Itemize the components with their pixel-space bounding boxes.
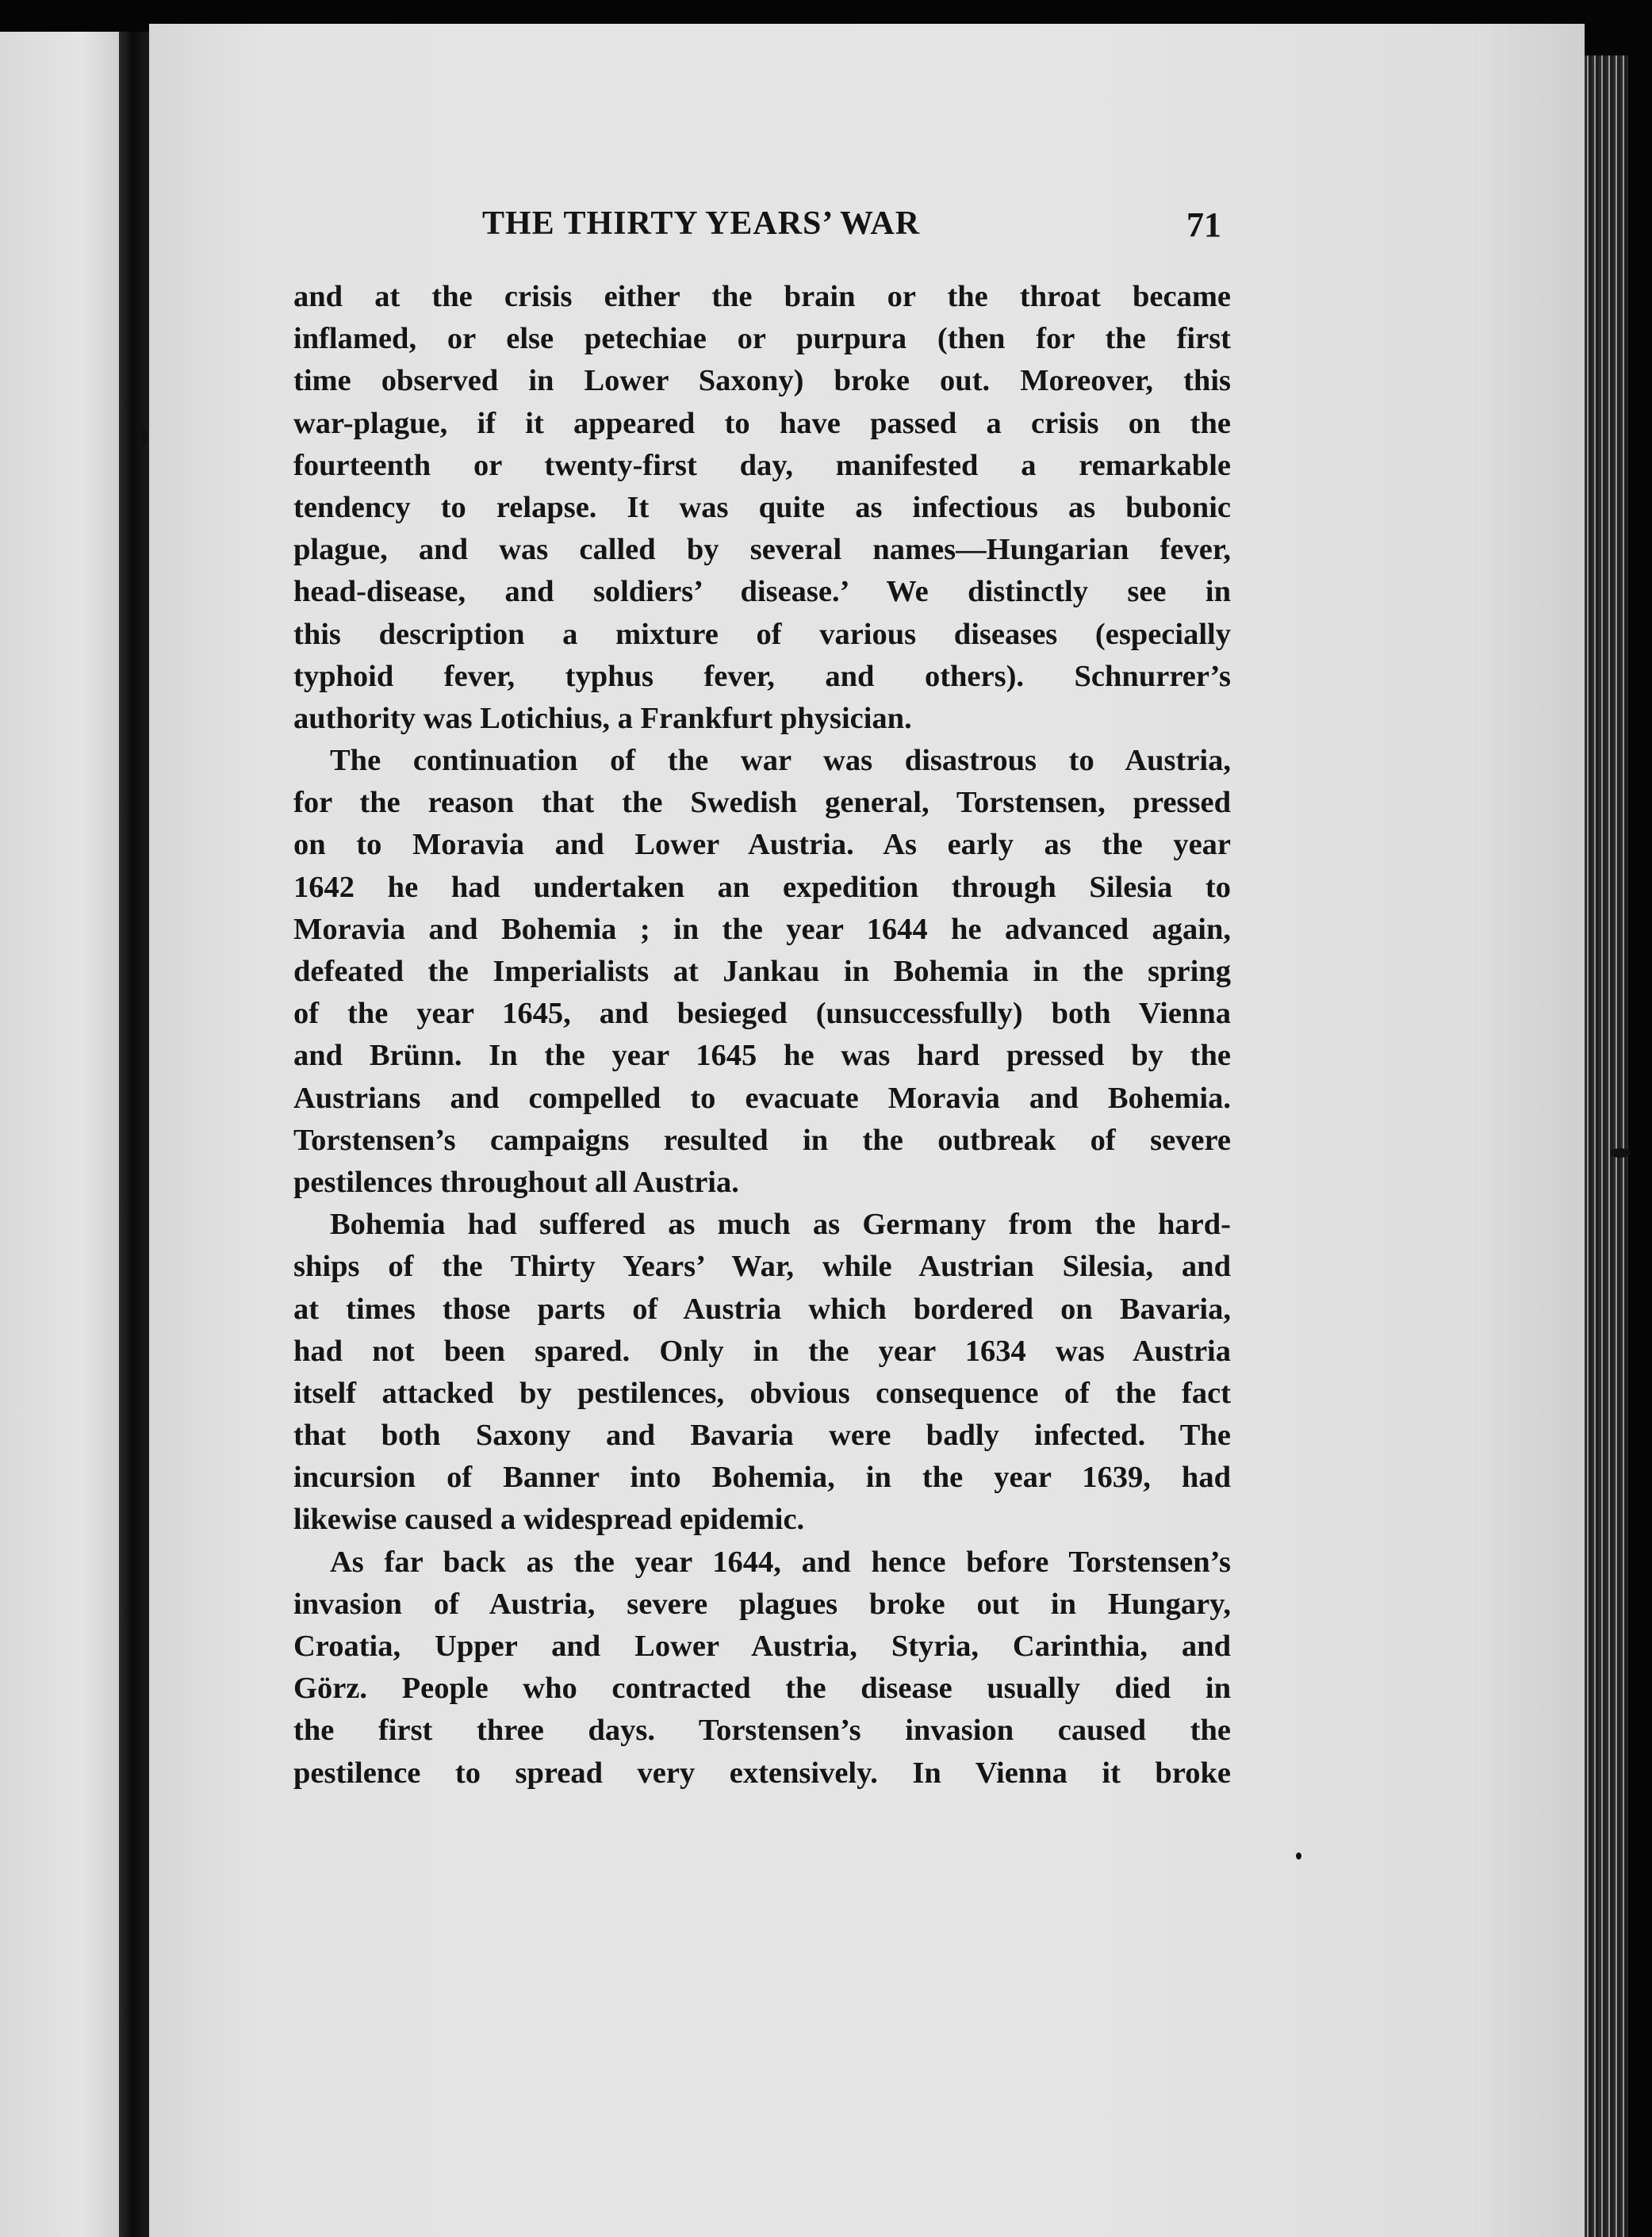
text-line: fourteenth or twenty-first day, manifested a remarkable xyxy=(293,448,1231,482)
page-edges xyxy=(1585,56,1628,2237)
text-line: Croatia, Upper and Lower Austria, Styria, Carinthia, and xyxy=(293,1630,1231,1663)
running-head xyxy=(286,205,1221,252)
text-line: likewise caused a widespread epidemic. xyxy=(293,1503,805,1537)
ink-speck xyxy=(1610,1148,1631,1158)
text-line: 1642 he had undertaken an expedition through Silesia to xyxy=(293,870,1231,904)
text-line: and at the crisis either the brain or the throat became xyxy=(293,280,1231,313)
text-line: that both Saxony and Bavaria were badly infected. The xyxy=(293,1419,1231,1453)
text-line: had not been spared. Only in the year 1634 was Austria xyxy=(293,1334,1231,1368)
text-line: itself attacked by pestilences, obvious consequence of the fact xyxy=(293,1376,1231,1410)
text-line: of the year 1645, and besieged (unsuccessfully) both Vienna xyxy=(293,997,1231,1031)
text-line: The continuation of the war was disastrous to Austria, xyxy=(330,744,1231,778)
text-line: time observed in Lower Saxony) broke out. Moreover, this xyxy=(293,364,1231,398)
text-line: Austrians and compelled to evacuate Moravia and Bohemia. xyxy=(293,1081,1231,1115)
text-line: Bohemia had suffered as much as Germany from the hard- xyxy=(330,1208,1231,1242)
text-line: plague, and was called by several names—Hungarian fever, xyxy=(293,533,1231,567)
text-line: Moravia and Bohemia ; in the year 1644 he advanced again, xyxy=(293,912,1231,946)
text-line: Torstensen’s campaigns resulted in the outbreak of severe xyxy=(293,1123,1231,1157)
text-line: incursion of Banner into Bohemia, in the year 1639, had xyxy=(293,1461,1231,1495)
text-line: head-disease, and soldiers’ disease.’ We distinctly see in xyxy=(293,575,1231,609)
text-line: typhoid fever, typhus fever, and others). Schnurrer’s xyxy=(293,659,1231,693)
text-line: tendency to relapse. It was quite as infectious as bubonic xyxy=(293,490,1231,524)
facing-page-edge xyxy=(0,32,119,2237)
ink-speck xyxy=(136,428,148,446)
page-number: 71 xyxy=(1186,205,1221,244)
text-line: Görz. People who contracted the disease usually died in xyxy=(293,1672,1231,1706)
text-line: the first three days. Torstensen’s invasion caused the xyxy=(293,1714,1231,1748)
text-line: this description a mixture of various diseases (especially xyxy=(293,617,1231,651)
book-gutter xyxy=(119,32,149,2237)
body-text xyxy=(293,276,1231,1795)
text-line: for the reason that the Swedish general, Torstensen, pressed xyxy=(293,786,1231,820)
text-line: pestilence to spread very extensively. In Vienna it broke xyxy=(293,1756,1231,1790)
text-line: ships of the Thirty Years’ War, while Austrian Silesia, and xyxy=(293,1250,1231,1284)
ink-speck xyxy=(1296,1852,1301,1860)
text-line: authority was Lotichius, a Frankfurt physician. xyxy=(293,701,912,735)
text-line: pestilences throughout all Austria. xyxy=(293,1165,739,1199)
text-line: at times those parts of Austria which bordered on Bavaria, xyxy=(293,1292,1231,1326)
text-line: defeated the Imperialists at Jankau in Bohemia in the spring xyxy=(293,955,1231,988)
text-line: As far back as the year 1644, and hence before Torstensen’s xyxy=(330,1545,1231,1579)
running-head-title: THE THIRTY YEARS’ WAR xyxy=(482,205,921,242)
text-line: war-plague, if it appeared to have passed a crisis on the xyxy=(293,406,1231,440)
text-line: and Brünn. In the year 1645 he was hard pressed by the xyxy=(293,1039,1231,1073)
text-line: inflamed, or else petechiae or purpura (then for the first xyxy=(293,322,1231,356)
text-line: invasion of Austria, severe plagues broke out in Hungary, xyxy=(293,1587,1231,1621)
text-line: on to Moravia and Lower Austria. As early as the year xyxy=(293,828,1231,862)
